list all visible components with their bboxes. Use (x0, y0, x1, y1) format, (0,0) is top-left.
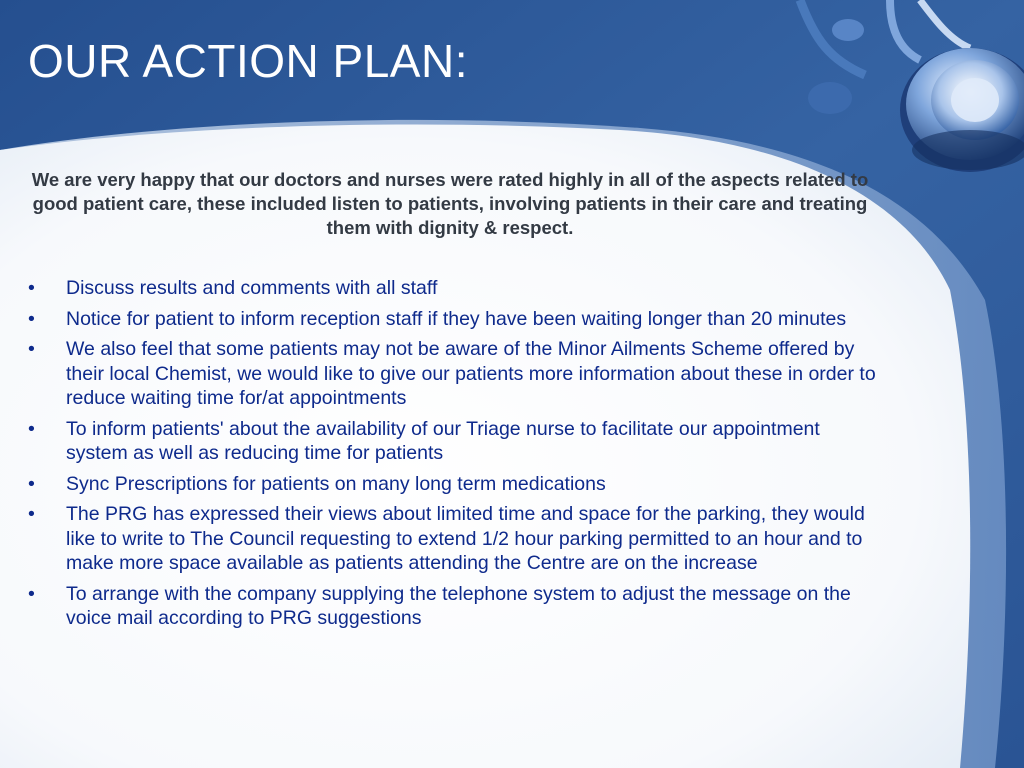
list-item-text: Sync Prescriptions for patients on many long term medications (66, 472, 606, 495)
bullet-icon: • (28, 472, 35, 495)
bullet-icon: • (28, 277, 35, 299)
list-item (28, 417, 878, 466)
bullet-icon: • (28, 338, 35, 360)
list-item-text: The PRG has expressed their views about limited time and space for the parking, they would like to write to The Council requesting to extend 1/2 hour parking permitted to an hour and to make more space available as patients attending the Centre are on the increase (66, 503, 865, 574)
list-item (28, 502, 878, 576)
action-list (28, 276, 878, 637)
list-item (28, 307, 878, 332)
list-item-text: Discuss results and comments with all staff (66, 277, 438, 299)
list-item (28, 582, 878, 631)
list-item (28, 276, 878, 301)
list-item-text: We also feel that some patients may not be aware of the Minor Ailments Scheme offered by their local Chemist, we would like to give our patients more information about these in order to reduce waiting time for/at appointments (66, 338, 876, 409)
slide-title: OUR ACTION PLAN: (28, 35, 468, 87)
bullet-icon: • (28, 503, 35, 525)
list-item-text: Notice for patient to inform reception staff if they have been waiting longer than 20 minutes (66, 307, 847, 330)
list-item-text: To arrange with the company supplying the telephone system to adjust the message on the voice mail according to PRG suggestions (66, 582, 851, 629)
list-item (28, 337, 878, 411)
intro-text: We are very happy that our doctors and nurses were rated highly in all of the aspects related to good patient care, these included listen to patients, involving patients in their care and treating them with dignity & respect. (31, 169, 869, 238)
bullet-icon: • (28, 417, 35, 440)
bullet-icon: • (28, 307, 35, 330)
list-item (28, 472, 878, 497)
list-item-text: To inform patients' about the availability of our Triage nurse to facilitate our appointment system as well as reducing time for patients (66, 417, 820, 464)
bullet-icon: • (28, 582, 35, 605)
